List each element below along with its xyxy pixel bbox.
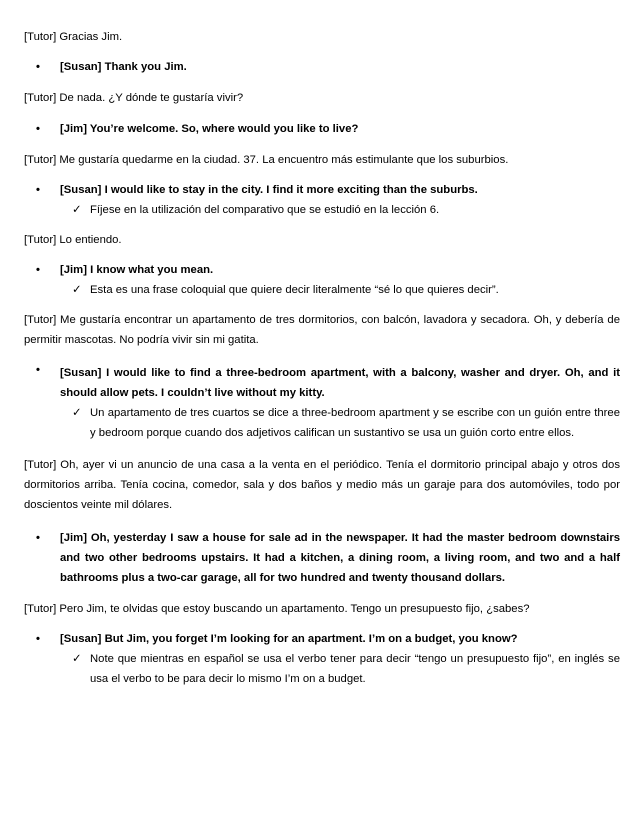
bullet-icon: •: [36, 532, 40, 544]
bullet-item: [36, 363, 620, 403]
tutor-line: [Tutor] Me gustaría encontrar un apartamento de tres dormitorios, con balcón, lavadora y secadora. Oh, y debería de permitir mascotas. No podría vivir sin mi gatita.: [24, 314, 620, 346]
bullet-text: [Susan] But Jim, you forget I’m looking for an apartment. I’m on a budget, you know?: [60, 633, 518, 645]
bullet-text: [Susan] I would like to find a three-bedroom apartment, with a balcony, washer and dryer. Oh, and it should allow pets. I couldn’t live without my kitty.: [60, 367, 620, 399]
note-item: [72, 203, 620, 217]
note-text: Fíjese en la utilización del comparativo que se estudió en la lección 6.: [90, 204, 440, 216]
bullet-item: [36, 263, 620, 277]
bullet-icon: •: [36, 633, 40, 645]
note-text: Esta es una frase coloquial que quiere decir literalmente “sé lo que quieres decir”.: [90, 284, 499, 296]
bullet-icon: •: [36, 264, 40, 276]
checkmark-icon: ✓: [72, 407, 82, 419]
tutor-line: [Tutor] De nada. ¿Y dónde te gustaría vivir?: [24, 92, 244, 104]
bullet-text: [Jim] I know what you mean.: [60, 264, 214, 276]
tutor-line: [Tutor] Lo entiendo.: [24, 234, 122, 246]
bullet-item: [36, 632, 620, 646]
checkmark-icon: ✓: [72, 653, 82, 665]
document-page: [24, 30, 620, 689]
note-text: Note que mientras en español se usa el verbo tener para decir “tengo un presupuesto fijo”, en inglés se usa el verbo to be para decir lo mismo I’m on a budget.: [90, 653, 620, 685]
bullet-item: [36, 528, 620, 588]
bullet-icon: •: [36, 61, 40, 73]
bullet-item: [36, 60, 620, 74]
tutor-line: [Tutor] Oh, ayer vi un anuncio de una casa a la venta en el periódico. Tenía el dormitorio principal abajo y otros dos dormitorios arriba. Tenía cocina, comedor, sala y dos baños y medio más un garaje para dos automóviles, todo por doscientos veinte mil dólares.: [24, 459, 620, 511]
bullet-item: [36, 183, 620, 197]
note-item: [72, 403, 620, 443]
tutor-line: [Tutor] Pero Jim, te olvidas que estoy buscando un apartamento. Tengo un presupuesto fijo, ¿sabes?: [24, 603, 530, 615]
checkmark-icon: ✓: [72, 204, 82, 216]
bullet-icon: •: [36, 123, 40, 135]
note-text: Un apartamento de tres cuartos se dice a three-bedroom apartment y se escribe con un guión entre three y bedroom porque cuando dos adjetivos califican un sustantivo se usa un guión corto entre ellos.: [90, 407, 620, 439]
note-item: [72, 649, 620, 689]
tutor-line: [Tutor] Gracias Jim.: [24, 31, 123, 43]
bullet-icon: •: [36, 364, 40, 376]
checkmark-icon: ✓: [72, 284, 82, 296]
bullet-text: [Jim] You’re welcome. So, where would you like to live?: [60, 123, 359, 135]
bullet-text: [Jim] Oh, yesterday I saw a house for sale ad in the newspaper. It had the master bedroom downstairs and two other bedrooms upstairs. It had a kitchen, a dining room, a living room, and two and a half bathrooms plus a two-car garage, all for two hundred and twenty thousand dollars.: [60, 532, 620, 584]
note-item: [72, 283, 620, 297]
bullet-text: [Susan] Thank you Jim.: [60, 61, 187, 73]
tutor-line: [Tutor] Me gustaría quedarme en la ciudad. 37. La encuentro más estimulante que los suburbios.: [24, 154, 509, 166]
bullet-item: [36, 122, 620, 136]
bullet-text: [Susan] I would like to stay in the city. I find it more exciting than the suburbs.: [60, 184, 478, 196]
bullet-icon: •: [36, 184, 40, 196]
